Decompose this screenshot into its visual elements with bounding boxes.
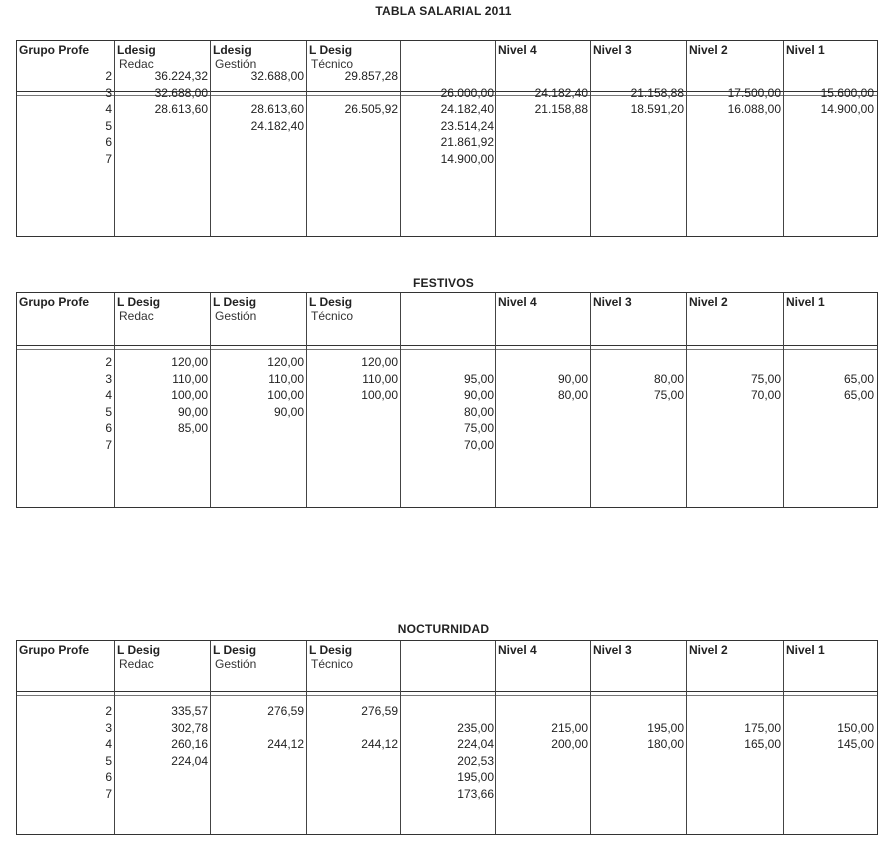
column-header-sublabel: Redac	[119, 657, 154, 671]
column-divider	[783, 41, 784, 236]
column-header	[498, 643, 537, 657]
column-header-label: Ldesig	[213, 43, 252, 57]
column-divider	[783, 641, 784, 834]
column-divider	[495, 41, 496, 236]
table-cell: 80,00	[463, 404, 494, 419]
group-number-cell: 3	[105, 371, 112, 386]
column-divider	[495, 641, 496, 834]
column-divider	[210, 641, 211, 834]
table-cell: 21.861,92	[440, 135, 494, 149]
column-header-label: Nivel 4	[498, 643, 537, 657]
column-header	[689, 43, 728, 57]
column-header-sublabel: Gestión	[215, 309, 257, 323]
group-number-cell: 3	[105, 720, 112, 735]
table-cell: 26.000,00	[440, 85, 494, 100]
column-header-label: L Desig	[117, 295, 161, 309]
table-cell: 276,59	[267, 704, 304, 718]
group-number-cell: 6	[105, 421, 112, 435]
column-header-label: Nivel 1	[786, 643, 825, 657]
table-cell: 80,00	[557, 388, 588, 402]
column-header-label: Nivel 4	[498, 295, 537, 309]
column-header	[117, 43, 156, 71]
column-header-label: Nivel 4	[498, 43, 537, 57]
column-header-label: L Desig	[309, 643, 353, 657]
column-header-label: Nivel 2	[689, 43, 728, 57]
column-header	[117, 643, 160, 671]
column-header	[689, 643, 728, 657]
column-header	[689, 295, 728, 309]
table-cell: 224,04	[171, 753, 208, 768]
table-cell: 260,16	[171, 737, 208, 751]
group-number-cell: 7	[105, 151, 112, 166]
table-cell: 28.613,60	[154, 102, 208, 116]
column-divider	[783, 293, 784, 507]
table-cell: 28.613,60	[250, 102, 304, 116]
table-cell: 21.158,88	[534, 102, 588, 116]
column-divider	[686, 641, 687, 834]
group-number-cell: 5	[105, 404, 112, 419]
column-header-label: Nivel 1	[786, 295, 825, 309]
table-cell: 110,00	[268, 371, 304, 386]
table-cell: 150,00	[837, 720, 874, 735]
group-number-cell: 2	[105, 704, 112, 718]
group-number-cell: 4	[105, 388, 112, 402]
group-number-cell: 3	[105, 85, 112, 100]
table-cell: 145,00	[837, 737, 874, 751]
group-number-cell: 6	[105, 770, 112, 784]
table-cell: 100,00	[361, 388, 398, 402]
table-cell: 32.688,00	[250, 69, 304, 83]
table-cell: 244,12	[267, 737, 304, 751]
salary-table	[16, 292, 878, 508]
table-title: TABLA SALARIAL 2011	[375, 4, 512, 18]
table-cell: 24.182,40	[250, 118, 304, 133]
column-divider	[114, 293, 115, 507]
column-divider	[210, 41, 211, 236]
column-header	[309, 295, 353, 323]
table-cell: 70,00	[750, 388, 781, 402]
table-cell: 18.591,20	[630, 102, 684, 116]
column-header	[19, 295, 89, 309]
group-number-cell: 5	[105, 753, 112, 768]
table-cell: 276,59	[361, 704, 398, 718]
group-number-cell: 6	[105, 135, 112, 149]
column-divider	[400, 41, 401, 236]
column-header	[19, 43, 89, 57]
table-cell: 202,53	[457, 753, 494, 768]
group-number-cell: 5	[105, 118, 112, 133]
column-header-sublabel: Técnico	[311, 57, 354, 71]
column-header-label: Grupo Profe	[19, 43, 90, 57]
salary-table	[16, 640, 878, 835]
column-divider	[114, 641, 115, 834]
table-title: FESTIVOS	[413, 276, 474, 290]
table-cell: 195,00	[647, 720, 684, 735]
table-cell: 100,00	[267, 388, 304, 402]
column-header-label: Ldesig	[117, 43, 156, 57]
column-header	[498, 295, 537, 309]
table-cell: 200,00	[551, 737, 588, 751]
table-cell: 110,00	[362, 371, 398, 386]
table-cell: 85,00	[177, 421, 208, 435]
table-cell: 224,04	[457, 737, 494, 751]
table-cell: 26.505,92	[344, 102, 398, 116]
table-cell: 175,00	[744, 720, 781, 735]
column-header	[786, 643, 825, 657]
table-cell: 15.600,00	[820, 85, 874, 100]
column-header-label: Nivel 3	[593, 43, 632, 57]
column-divider	[686, 293, 687, 507]
column-divider	[306, 41, 307, 236]
table-cell: 165,00	[744, 737, 781, 751]
column-header-label: Grupo Profe	[19, 643, 90, 657]
table-header	[17, 293, 877, 346]
column-divider	[590, 641, 591, 834]
column-header	[213, 295, 256, 323]
column-divider	[114, 41, 115, 236]
column-divider	[400, 293, 401, 507]
table-cell: 244,12	[361, 737, 398, 751]
table-cell: 36.224,32	[154, 69, 208, 83]
column-header	[19, 643, 89, 657]
table-cell: 90,00	[557, 371, 588, 386]
column-divider	[590, 293, 591, 507]
column-header-label: Grupo Profe	[19, 295, 90, 309]
column-divider	[590, 41, 591, 236]
column-header	[593, 295, 632, 309]
column-header	[498, 43, 537, 57]
table-cell: 14.900,00	[440, 151, 494, 166]
table-cell: 75,00	[653, 388, 684, 402]
column-divider	[306, 641, 307, 834]
column-header-label: L Desig	[309, 43, 353, 57]
table-cell: 215,00	[551, 720, 588, 735]
table-cell: 335,57	[171, 704, 208, 718]
column-divider	[495, 293, 496, 507]
table-title: NOCTURNIDAD	[397, 622, 490, 636]
table-cell: 29.857,28	[344, 69, 398, 83]
table-cell: 16.088,00	[727, 102, 781, 116]
column-divider	[400, 641, 401, 834]
group-number-cell: 7	[105, 437, 112, 452]
table-cell: 32.688,00	[154, 85, 208, 100]
table-cell: 120,00	[267, 355, 304, 369]
salary-table	[16, 40, 878, 237]
table-cell: 180,00	[647, 737, 684, 751]
table-cell: 120,00	[171, 355, 208, 369]
column-header	[213, 643, 256, 671]
table-cell: 70,00	[463, 437, 494, 452]
table-cell: 24.182,40	[440, 102, 494, 116]
column-header-sublabel: Técnico	[311, 309, 354, 323]
table-cell: 75,00	[463, 421, 494, 435]
table-cell: 90,00	[273, 404, 304, 419]
column-divider	[306, 293, 307, 507]
column-header-label: L Desig	[213, 295, 257, 309]
column-header	[213, 43, 256, 71]
group-number-cell: 4	[105, 737, 112, 751]
table-header	[17, 641, 877, 692]
column-header	[593, 643, 632, 657]
table-cell: 173,66	[457, 786, 494, 801]
group-number-cell: 2	[105, 355, 112, 369]
group-number-cell: 2	[105, 69, 112, 83]
column-header-sublabel: Redac	[119, 57, 154, 71]
column-header	[117, 295, 160, 323]
table-cell: 21.158,88	[630, 85, 684, 100]
column-header-sublabel: Gestión	[215, 57, 257, 71]
column-header-label: Nivel 2	[689, 643, 728, 657]
table-cell: 195,00	[457, 770, 494, 784]
header-divider	[17, 349, 877, 350]
column-divider	[686, 41, 687, 236]
table-cell: 120,00	[361, 355, 398, 369]
table-cell: 24.182,40	[534, 85, 588, 100]
table-cell: 17.500,00	[727, 85, 781, 100]
group-number-cell: 7	[105, 786, 112, 801]
column-header-label: L Desig	[309, 295, 353, 309]
table-cell: 235,00	[457, 720, 494, 735]
header-divider	[17, 695, 877, 696]
column-header-sublabel: Gestión	[215, 657, 257, 671]
group-number-cell: 4	[105, 102, 112, 116]
column-header	[309, 43, 353, 71]
table-cell: 23.514,24	[440, 118, 494, 133]
table-cell: 65,00	[843, 371, 874, 386]
column-header-sublabel: Redac	[119, 309, 154, 323]
column-header-label: L Desig	[117, 643, 161, 657]
column-divider	[210, 293, 211, 507]
table-cell: 75,00	[750, 371, 781, 386]
table-cell: 95,00	[463, 371, 494, 386]
table-cell: 14.900,00	[820, 102, 874, 116]
table-cell: 90,00	[177, 404, 208, 419]
table-header	[17, 41, 877, 92]
table-cell: 65,00	[843, 388, 874, 402]
column-header-sublabel: Técnico	[311, 657, 354, 671]
column-header-label: Nivel 3	[593, 295, 632, 309]
column-header-label: Nivel 2	[689, 295, 728, 309]
column-header	[786, 43, 825, 57]
table-cell: 80,00	[653, 371, 684, 386]
table-cell: 302,78	[171, 720, 208, 735]
column-header-label: Nivel 1	[786, 43, 825, 57]
column-header	[786, 295, 825, 309]
column-header	[593, 43, 632, 57]
table-cell: 100,00	[171, 388, 208, 402]
table-cell: 90,00	[463, 388, 494, 402]
column-header	[309, 643, 353, 671]
column-header-label: L Desig	[213, 643, 257, 657]
column-header-label: Nivel 3	[593, 643, 632, 657]
table-cell: 110,00	[172, 371, 208, 386]
